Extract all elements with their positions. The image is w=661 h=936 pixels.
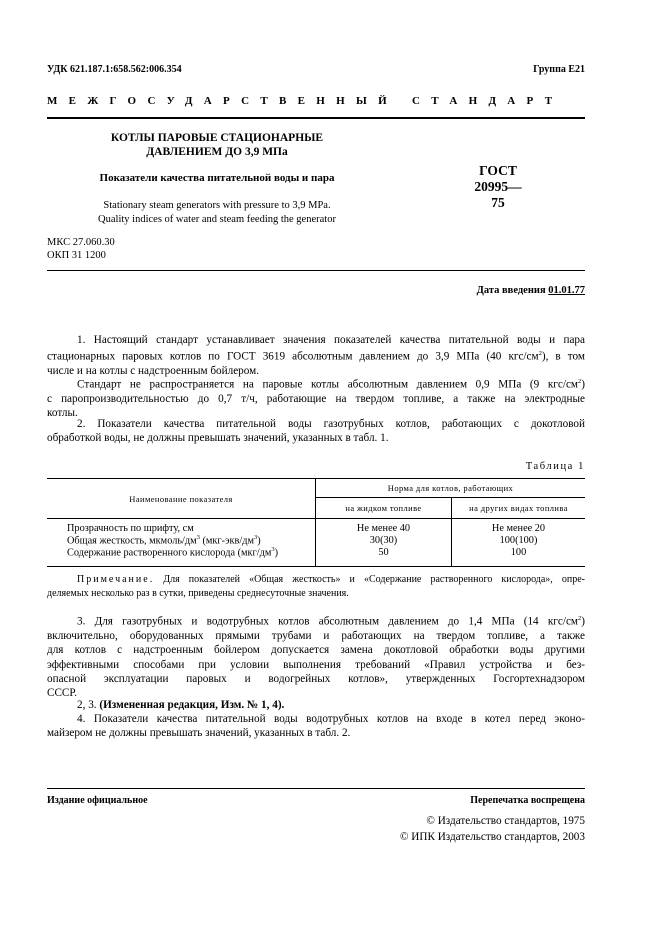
p1-line-3: числе и на котлы с надстроенным бойлером. bbox=[47, 365, 260, 378]
p4-line-6: СССР. bbox=[47, 687, 78, 700]
english-title-line-2: Quality indices of water and steam feeding the generator bbox=[98, 214, 336, 225]
table-head-norm: Норма для котлов, работающих bbox=[316, 479, 586, 498]
official-edition: Издание официальное bbox=[47, 795, 148, 806]
codes-rule bbox=[47, 270, 585, 271]
subtitle: Показатели качества питательной воды и пара bbox=[99, 172, 335, 184]
paragraph-1 bbox=[47, 333, 585, 379]
table-head-liquid: на жидком топливе bbox=[316, 498, 452, 519]
table-row bbox=[47, 523, 585, 535]
paragraph-2 bbox=[47, 375, 585, 421]
standard-type: МЕЖГОСУДАРСТВЕННЫЙ СТАНДАРТ bbox=[47, 95, 564, 107]
intro-date-label: Дата введения bbox=[476, 285, 546, 296]
header-rule bbox=[47, 117, 585, 119]
row-3-liquid: 50 bbox=[316, 546, 452, 558]
note-line-2: деляемых несколько раз в сутки, приведены среднесуточные значения. bbox=[47, 587, 349, 599]
p1-line-2: стационарных паровых котлов по ГОСТ 3619 абсолютным давлением до 3,9 МПа (40 кгс/$см^2$), в том bbox=[47, 350, 585, 364]
title-block bbox=[47, 131, 387, 159]
table-row bbox=[47, 534, 585, 546]
row-3-other: 100 bbox=[510, 547, 527, 559]
p4-line-5: опасной эксплуатации паровых и водогрейных котлов», утвержденных Госгортехнадзором bbox=[47, 672, 585, 685]
copyright-2: © ИПК Издательство стандартов, 2003 bbox=[399, 831, 585, 843]
table-head-other: на других видах топлива bbox=[452, 498, 586, 519]
copyright-block bbox=[400, 813, 585, 845]
p1-line-1: 1. Настоящий стандарт устанавливает значения показателей качества питательной воды и пара bbox=[77, 334, 585, 346]
gost-label: ГОСТ bbox=[479, 163, 517, 178]
english-title-line-1: Stationary steam generators with pressure to 3,9 MPa. bbox=[103, 200, 331, 211]
table-note bbox=[47, 573, 585, 600]
p4-line-4: эффективными способами при условии выполнения требований «Правил устройства и без- bbox=[47, 658, 585, 671]
intro-date bbox=[477, 285, 585, 296]
copyright-1: © Издательство стандартов, 1975 bbox=[426, 815, 585, 827]
p4-line-3: для котлов с надстроенным бойлером допускается замена докотловой обработки воды другими bbox=[47, 644, 585, 657]
paragraph-4 bbox=[47, 612, 585, 701]
p3-line-1: 2. Показатели качества питательной воды газотрубных котлов, работающих с докотловой bbox=[77, 418, 585, 430]
row-3-name: Содержание растворенного кислорода $(мкг/дм^3)$ bbox=[47, 546, 316, 558]
row-1-liquid: Не менее 40 bbox=[316, 523, 452, 535]
p2-line-1: Стандарт не распространяется на паровые котлы абсолютным давлением 0,9 МПа (9 кгс/$см^2$) bbox=[77, 378, 585, 391]
title-line-1: КОТЛЫ ПАРОВЫЕ СТАЦИОНАРНЫЕ bbox=[110, 132, 324, 144]
p3-line-2: обработкой воды, не должны превышать значений, указанных в табл. 1. bbox=[47, 432, 389, 445]
paragraph-6 bbox=[47, 712, 585, 741]
note-line-1: Примечание. Для показателей «Общая жесткость» и «Содержание растворенного кислорода», опре- bbox=[77, 574, 586, 585]
p6-line-2: майзером не должны превышать значений, указанных в табл. 2. bbox=[47, 727, 351, 740]
gost-designation bbox=[468, 163, 528, 211]
p6-line-1: 4. Показатели качества питательной воды водотрубных котлов на входе в котел перед эконо- bbox=[77, 713, 585, 725]
mks-code: МКС 27.060.30 bbox=[47, 237, 115, 248]
row-2-liquid: 30(30) bbox=[316, 534, 452, 546]
p2-line-3: котлы. bbox=[47, 407, 78, 420]
okp-code: ОКП 31 1200 bbox=[47, 249, 106, 261]
p4-line-2: включительно, оборудованных прямыми трубами и работающих на твердом топливе, а также bbox=[47, 630, 585, 643]
reprint-notice: Перепечатка воспрещена bbox=[470, 795, 585, 806]
footer-rule bbox=[47, 788, 585, 789]
intro-date-value: 01.01.77 bbox=[548, 285, 585, 296]
table-head-name: Наименование показателя bbox=[47, 479, 316, 519]
english-title bbox=[47, 199, 387, 227]
row-1-other: Не менее 20 bbox=[491, 522, 546, 534]
row-1-name: Прозрачность по шрифту, см bbox=[47, 523, 316, 535]
table-1 bbox=[47, 478, 585, 567]
paragraph-5 bbox=[47, 698, 585, 712]
paragraph-3 bbox=[47, 417, 585, 446]
title-line-2: ДАВЛЕНИЕМ ДО 3,9 МПа bbox=[146, 146, 288, 158]
p5-line-1: 2, 3. (Измененная редакция, Изм. № 1, 4). bbox=[77, 699, 285, 711]
table-row bbox=[47, 546, 585, 558]
row-2-name: Общая жесткость, мкмоль/$дм^3$ $(мкг-экв/дм^3)$ bbox=[47, 534, 316, 546]
p2-line-2: с паропроизводительностью до 0,7 т/ч, работающие на твердом топливе, а также на электродные bbox=[47, 393, 585, 406]
classification-codes bbox=[47, 237, 115, 262]
p4-line-1: 3. Для газотрубных и водотрубных котлов абсолютным давлением до 1,4 МПа (14 кгс/$см^2$) bbox=[77, 615, 585, 628]
group-code: Группа Е21 bbox=[533, 64, 585, 75]
gost-number: 20995—75 bbox=[474, 179, 522, 210]
row-2-other: 100(100) bbox=[499, 534, 538, 546]
table-1-caption: Таблица 1 bbox=[525, 461, 585, 472]
udk-code: УДК 621.187.1:658.562:006.354 bbox=[47, 64, 182, 75]
